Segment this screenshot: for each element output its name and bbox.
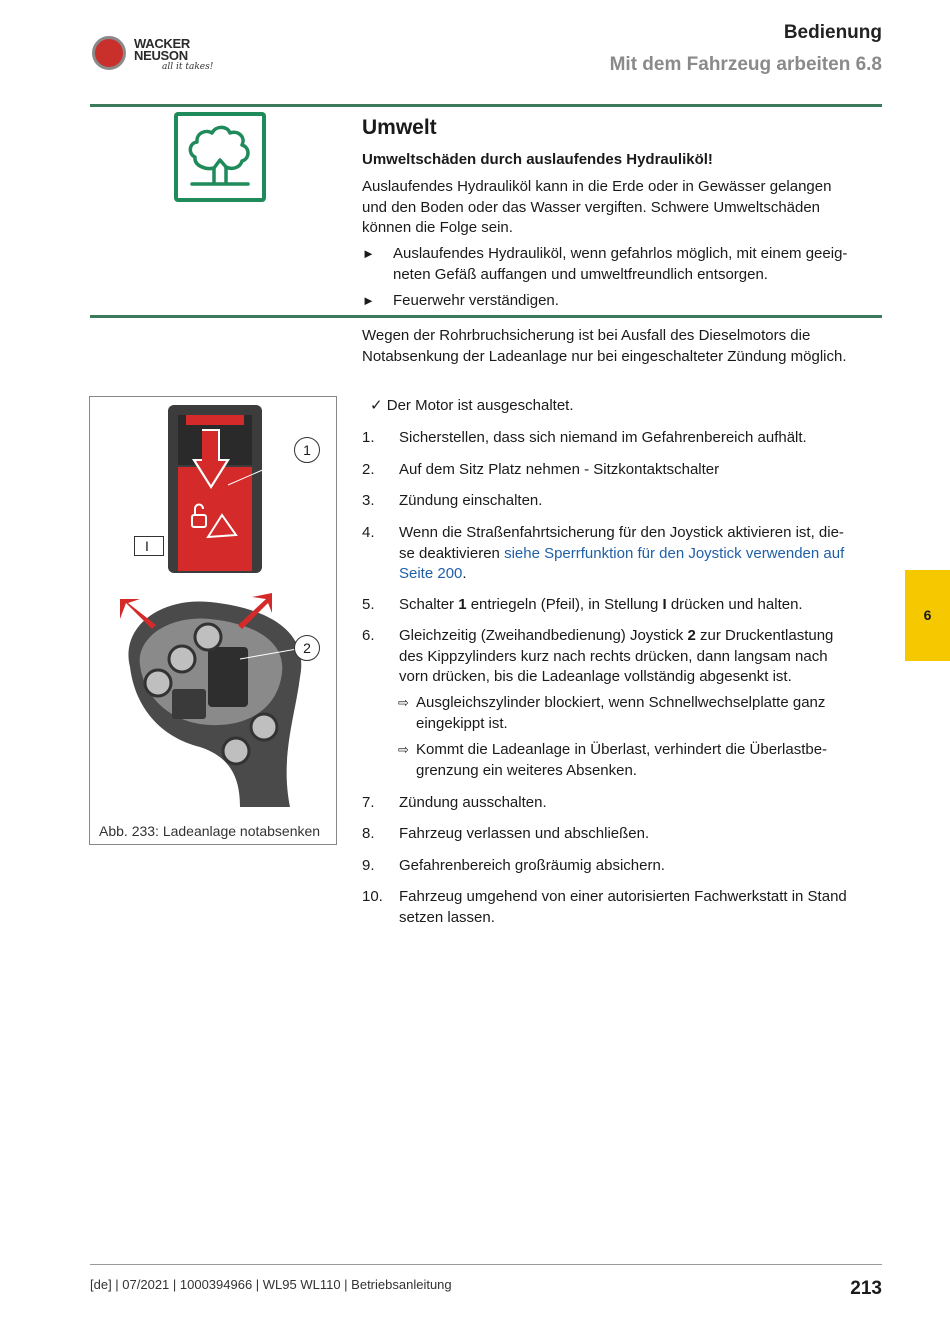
page-section-title: Bedienung bbox=[783, 22, 882, 43]
cross-reference-page-link[interactable]: Seite 200 bbox=[399, 565, 463, 582]
logo-w-icon bbox=[92, 36, 126, 70]
page-number: 213 bbox=[850, 1278, 882, 1299]
result-arrow-icon: ⇨ bbox=[398, 742, 409, 757]
check-icon: ✓ bbox=[370, 397, 383, 414]
precondition: ✓ Der Motor ist ausgeschaltet. bbox=[370, 397, 574, 414]
figure-caption: Abb. 233: Ladeanlage notabsenken bbox=[99, 823, 321, 839]
notice-subheading: Umweltschäden durch auslaufendes Hydrauliköl! bbox=[362, 151, 713, 168]
figure-emergency-lowering bbox=[89, 396, 337, 845]
footer-document-info: [de] | 07/2021 | 1000394966 | WL95 WL110 | Betriebsanleitung bbox=[90, 1277, 452, 1292]
callout-position-I: I bbox=[134, 536, 164, 556]
callout-1: 1 bbox=[294, 437, 320, 463]
wacker-neuson-logo bbox=[92, 34, 222, 80]
result-arrow-icon: ⇨ bbox=[398, 695, 409, 710]
logo-wordmark: WACKER NEUSON bbox=[134, 36, 190, 63]
notice-divider bbox=[90, 315, 882, 318]
logo-slogan: all it takes! bbox=[162, 62, 214, 72]
top-divider bbox=[90, 104, 882, 107]
intro-text: Wegen der Rohrbruchsicherung ist bei Ausfall des Dieselmotors die Notabsenkung der Ladeanlage nur bei eingeschalteter Zündung möglich. bbox=[362, 327, 847, 365]
cross-reference-link[interactable]: siehe Sperrfunktion für den Joystick verwenden auf bbox=[504, 544, 845, 562]
footer-divider bbox=[90, 1264, 882, 1265]
tree-icon bbox=[174, 112, 266, 202]
notice-heading: Umwelt bbox=[362, 116, 437, 139]
chapter-tab: 6 bbox=[905, 570, 950, 661]
triangle-bullet-icon: ► bbox=[362, 293, 375, 308]
callout-2: 2 bbox=[294, 635, 320, 661]
notice-body: Auslaufendes Hydrauliköl kann in die Erde oder in Gewässer gelangen und den Boden oder das Wasser vergiften. Schwere Umweltschäden können die Folge sein. bbox=[362, 178, 832, 236]
triangle-bullet-icon: ► bbox=[362, 246, 375, 261]
page-chapter-title: Mit dem Fahrzeug arbeiten 6.8 bbox=[609, 54, 882, 75]
